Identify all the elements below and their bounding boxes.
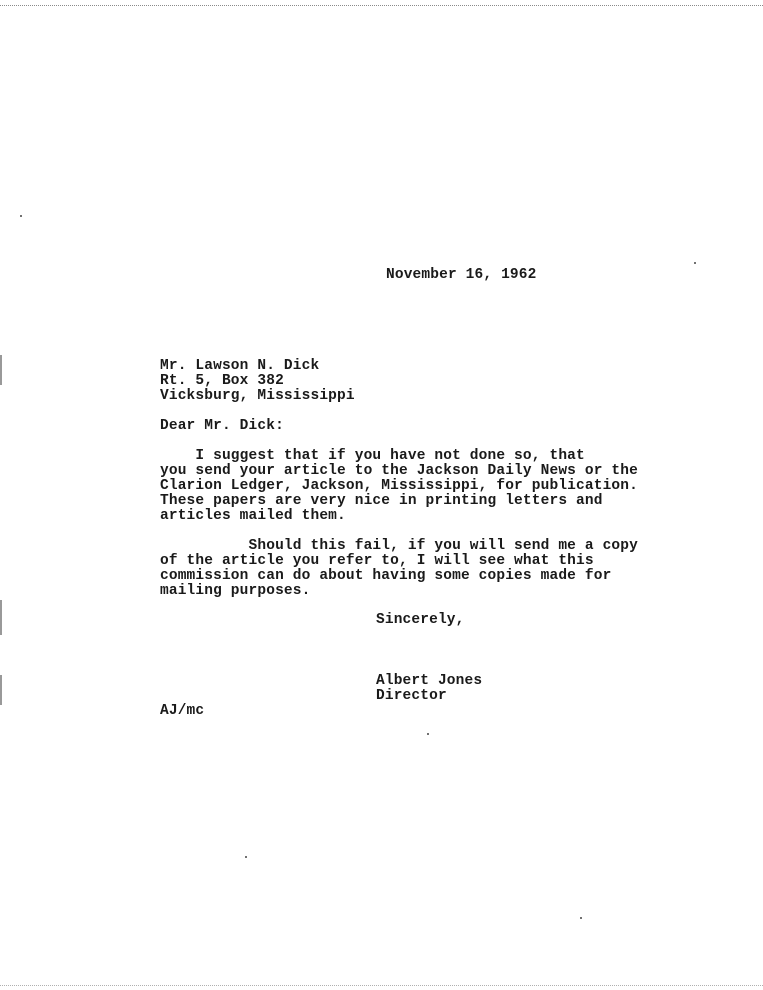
body-line: These papers are very nice in printing letters and [160,493,603,509]
margin-mark [0,675,2,705]
page-bottom-edge [0,985,763,987]
recipient-address-line: Rt. 5, Box 382 [160,373,284,389]
recipient-address-line: Vicksburg, Mississippi [160,388,355,404]
signer-name: Albert Jones [376,673,483,689]
margin-mark [0,600,2,635]
page-top-edge [0,0,763,6]
body-line: articles mailed them. [160,508,346,524]
recipient-name: Mr. Lawson N. Dick [160,358,320,374]
speck [694,262,696,264]
signer-title: Director [376,688,447,704]
body-line: Clarion Ledger, Jackson, Mississippi, for publication. [160,478,638,494]
salutation: Dear Mr. Dick: [160,418,284,434]
speck [580,917,582,919]
speck [245,856,247,858]
letter-date: November 16, 1962 [386,267,537,283]
body-line: commission can do about having some copies made for [160,568,612,584]
body-line: mailing purposes. [160,583,311,599]
reference-initials: AJ/mc [160,703,205,719]
body-line: Should this fail, if you will send me a copy [160,538,638,554]
speck [427,733,429,735]
margin-mark [0,355,2,385]
body-line: of the article you refer to, I will see what this [160,553,594,569]
body-line: I suggest that if you have not done so, that [160,448,585,464]
closing: Sincerely, [376,612,465,628]
body-line: you send your article to the Jackson Daily News or the [160,463,638,479]
speck [20,215,22,217]
